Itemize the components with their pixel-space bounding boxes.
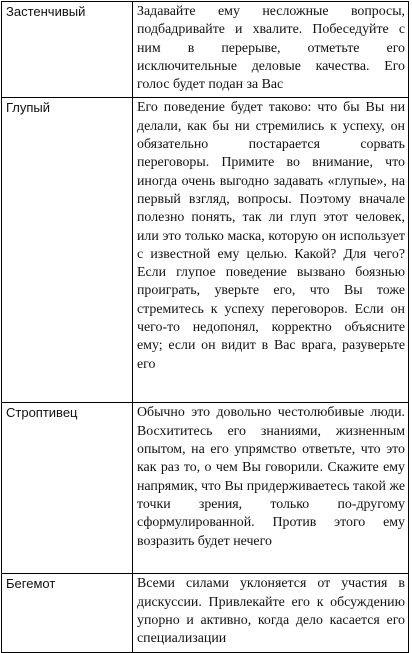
- participant-type-cell: Застенчивый: [2, 2, 133, 98]
- advice-cell: Всеми силами уклоняется от участия в дискуссии. Привлекайте его к обсуждению упорно и активно, когда дело касается его специализации: [133, 574, 409, 652]
- table-row: [2, 574, 409, 652]
- table-row: [2, 98, 409, 403]
- table-row: [2, 2, 409, 98]
- table-row: [2, 403, 409, 574]
- participant-type-cell: Бегемот: [2, 574, 133, 652]
- participant-type-cell: Строптивец: [2, 403, 133, 574]
- advice-cell: Его поведение будет таково: что бы Вы ни делали, как бы ни стремились к успеху, он обязательно постарается сорвать переговоры. Примите во внимание, что иногда очень выгодно задавать «глупые», на первый взгляд, вопросы. Поэтому вначале полезно понять, так ли глуп этот человек, или это только маска, которую он использует с известной ему целью. Какой? Для чего? Если глупое поведение вызвано боязнью проиграть, уверьте его, что Вы тоже стремитесь к успеху переговоров. Если он чего-то недопонял, корректно объясните ему; если он видит в Вас врага, разуверьте его: [133, 98, 409, 403]
- advice-cell: Обычно это довольно честолюбивые люди. Восхититесь его знаниями, жизненным опытом, на его упрямство ответьте, что это как раз то, о чем Вы говорили. Скажите ему напрямик, что Вы придерживаетесь такой же точки зрения, только по-другому сформулированной. Против этого ему возразить будет нечего: [133, 403, 409, 574]
- advice-cell: Задавайте ему несложные вопросы, подбадривайте и хвалите. Побеседуйте с ним в перерыве, отметьте его исключительные деловые качества. Его голос будет подан за Вас: [133, 2, 409, 98]
- participant-types-table: [1, 1, 409, 653]
- participant-type-cell: Глупый: [2, 98, 133, 403]
